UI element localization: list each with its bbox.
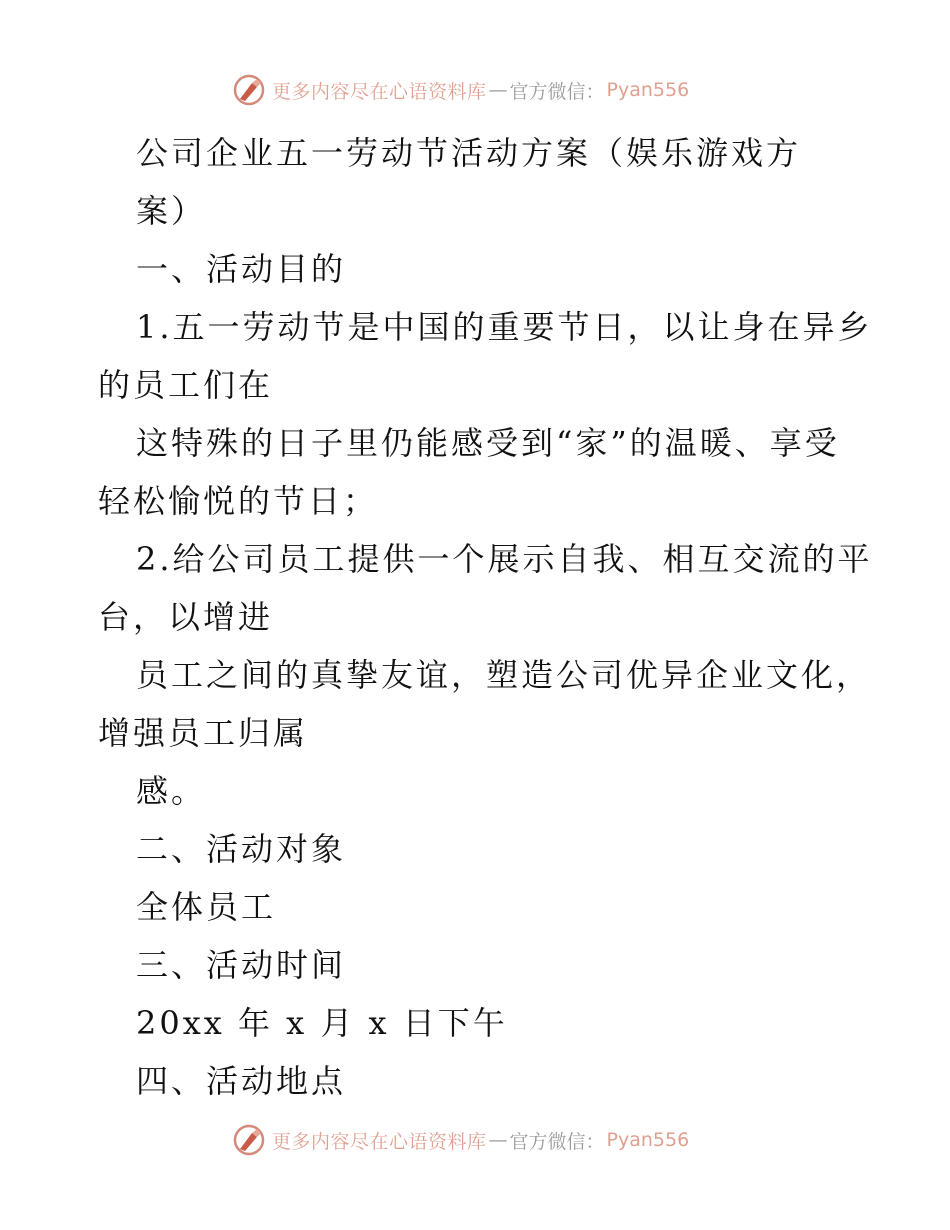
document-title-line-2: 案） <box>136 192 207 230</box>
paragraph-line: 2.给公司员工提供一个展示自我、相互交流的平 <box>136 540 873 578</box>
header-banner-separator: — <box>488 79 508 101</box>
footer-banner-separator: — <box>488 1129 508 1151</box>
section-heading-time: 三、活动时间 <box>136 946 347 984</box>
section-heading-purpose: 一、活动目的 <box>136 250 347 288</box>
paragraph-line: 增强员工归属 <box>98 714 309 752</box>
paragraph-line: 20xx 年 x 月 x 日下午 <box>136 1004 508 1042</box>
paragraph-line: 这特殊的日子里仍能感受到“家”的温暖、享受 <box>136 424 840 462</box>
paragraph-line: 全体员工 <box>136 888 277 926</box>
footer-banner-label: 官方微信： <box>509 1130 605 1153</box>
section-heading-audience: 二、活动对象 <box>136 830 347 868</box>
paragraph-line: 感。 <box>136 772 207 810</box>
footer-watermark-banner <box>232 1122 689 1158</box>
paragraph-line: 1.五一劳动节是中国的重要节日，以让身在异乡 <box>136 308 873 346</box>
paragraph-line: 的员工们在 <box>98 366 274 404</box>
document-title-line-1: 公司企业五一劳动节活动方案（娱乐游戏方 <box>136 134 802 172</box>
paragraph-line: 台，以增进 <box>98 598 274 636</box>
header-watermark-banner <box>232 72 689 108</box>
header-banner-wechat-id: Pyan556 <box>606 79 690 101</box>
pen-logo-icon <box>232 1123 266 1157</box>
paragraph-line: 员工之间的真挚友谊，塑造公司优异企业文化， <box>136 656 872 694</box>
paragraph-line: 轻松愉悦的节日； <box>98 482 379 520</box>
header-banner-text: 更多内容尽在心语资料库 <box>272 80 487 103</box>
pen-logo-icon <box>232 73 266 107</box>
header-banner-label: 官方微信： <box>509 80 605 103</box>
section-heading-location: 四、活动地点 <box>136 1062 347 1100</box>
footer-banner-text: 更多内容尽在心语资料库 <box>272 1130 487 1153</box>
footer-banner-wechat-id: Pyan556 <box>606 1129 690 1151</box>
document-body <box>98 124 873 1110</box>
